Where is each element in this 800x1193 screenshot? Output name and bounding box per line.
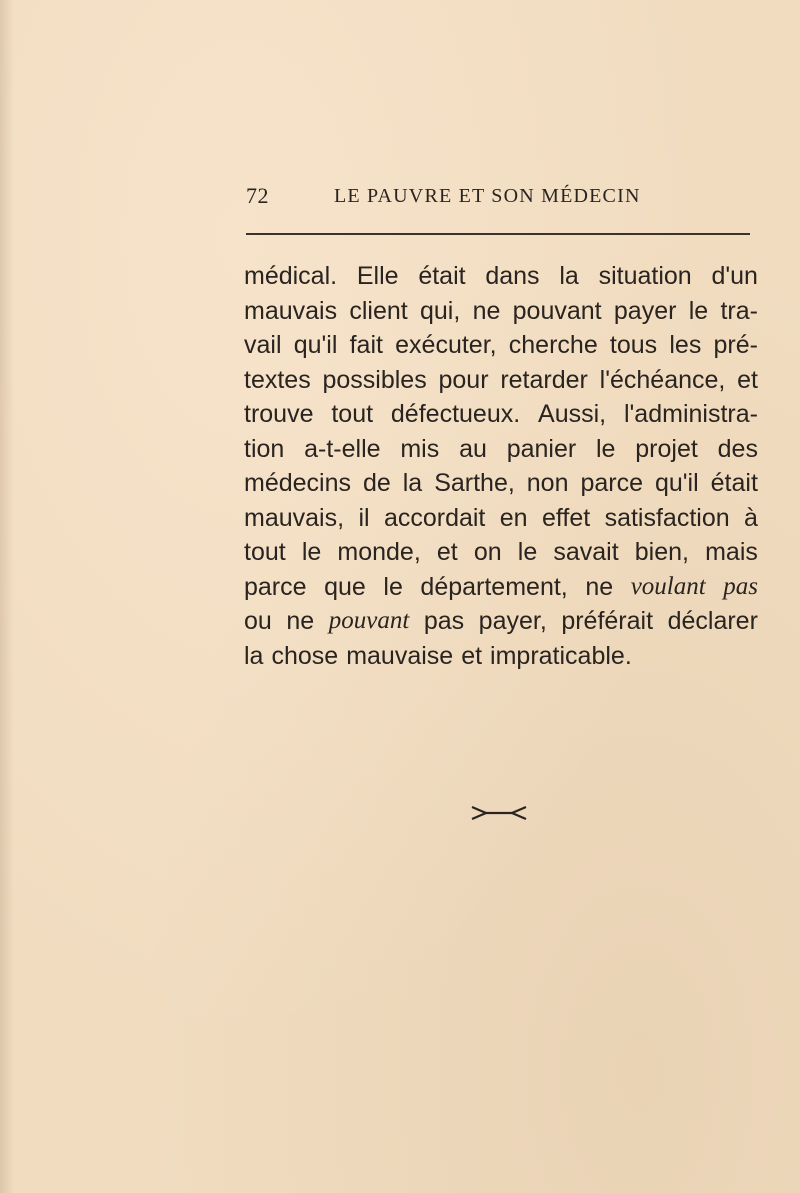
word: client: [349, 296, 408, 325]
word: textes: [244, 365, 311, 394]
word: payer: [613, 296, 677, 325]
word: exécuter,: [395, 331, 497, 359]
word: tout: [244, 538, 286, 566]
word: mauvais: [244, 296, 338, 325]
word: payer,: [478, 607, 547, 635]
word: ne: [286, 607, 315, 635]
word: Elle: [356, 262, 399, 290]
word: possibles: [322, 365, 427, 394]
word: on: [473, 538, 502, 566]
word: panier: [506, 434, 577, 463]
text-line: [244, 639, 758, 674]
word: satisfaction: [604, 503, 730, 532]
word: la: [402, 469, 423, 497]
page-header: [246, 183, 750, 213]
text-line: [244, 466, 758, 501]
word: fait: [349, 331, 383, 359]
word: qui,: [420, 296, 461, 325]
word: mauvais,: [244, 503, 345, 532]
word: qu'il: [654, 469, 699, 497]
word: situation: [598, 262, 692, 290]
word: vail: [244, 331, 282, 359]
word: la: [559, 262, 579, 290]
word: le: [383, 572, 403, 601]
word: des: [717, 434, 758, 463]
italic-word: voulant: [630, 572, 706, 600]
text-line: [244, 259, 758, 294]
text-line: [244, 604, 758, 639]
word: savait: [553, 538, 619, 566]
text-line: [244, 328, 758, 363]
word: à: [744, 503, 758, 532]
word: était: [710, 469, 758, 497]
word: parce: [580, 469, 643, 497]
word: et: [737, 365, 758, 394]
word: dans: [485, 262, 540, 290]
word: département,: [420, 572, 568, 601]
word: effet: [541, 503, 591, 532]
word: en: [499, 503, 528, 532]
word: mis: [400, 434, 440, 463]
page-number: 72: [246, 183, 269, 208]
word: cherche: [508, 331, 598, 359]
word: monde,: [337, 538, 421, 566]
italic-word: pouvant: [328, 607, 410, 634]
text-line: [244, 363, 758, 398]
text-line: [244, 535, 758, 570]
word: le: [301, 538, 322, 566]
word: les: [669, 331, 702, 359]
word: tous: [609, 331, 658, 359]
word: chose: [271, 641, 339, 670]
word: tion: [244, 434, 285, 463]
word: bien,: [634, 538, 689, 566]
word: pouvant: [512, 296, 602, 325]
text-line: [244, 397, 758, 432]
word: et: [436, 538, 458, 566]
word: d'un: [711, 262, 758, 290]
word: Aussi,: [538, 400, 607, 428]
word: retarder: [500, 365, 588, 394]
word: pas: [423, 607, 465, 635]
word: et: [461, 641, 483, 670]
word: mauvaise: [346, 641, 454, 670]
word: pour: [438, 365, 489, 394]
word: mais: [705, 538, 758, 566]
tailpiece-ornament-icon: [470, 802, 528, 824]
word: l'échéance,: [599, 365, 726, 394]
text-line: [244, 570, 758, 605]
word: tra-: [720, 296, 758, 325]
word: déclarer: [667, 607, 758, 635]
word: était: [418, 262, 466, 290]
text-line: [244, 432, 758, 467]
body-paragraph: [244, 259, 758, 673]
word: le: [688, 296, 709, 325]
word: ne: [472, 296, 501, 325]
word: pré-: [713, 331, 758, 359]
word: de: [362, 469, 391, 497]
word: le: [517, 538, 538, 566]
word: non: [526, 469, 569, 497]
word: le: [596, 434, 616, 463]
word: que: [324, 572, 366, 601]
word: parce: [244, 572, 307, 601]
page-edge-shadow: [0, 0, 14, 1193]
header-rule: [246, 233, 750, 235]
word: impraticable.: [490, 641, 632, 670]
text-line: [244, 294, 758, 329]
word: il: [358, 503, 370, 532]
word: médecins: [244, 469, 351, 497]
word: qu'il: [293, 331, 338, 359]
text-line: [244, 501, 758, 536]
word: l'administra-: [623, 400, 758, 428]
word: projet: [635, 434, 698, 463]
word: Sarthe,: [434, 469, 515, 497]
word: ou: [244, 607, 272, 635]
word: médical.: [244, 262, 338, 290]
word: préférait: [561, 607, 654, 635]
word: ne: [585, 572, 614, 601]
word: au: [459, 434, 487, 463]
italic-word: pas: [723, 572, 758, 600]
word: trouve: [244, 400, 314, 428]
word: a-t-elle: [304, 434, 381, 463]
word: tout: [331, 400, 374, 428]
word: la: [244, 641, 264, 670]
word: défectueux.: [390, 400, 521, 428]
running-title: LE PAUVRE ET SON MÉDECIN: [334, 185, 641, 207]
word: accordait: [383, 503, 486, 532]
